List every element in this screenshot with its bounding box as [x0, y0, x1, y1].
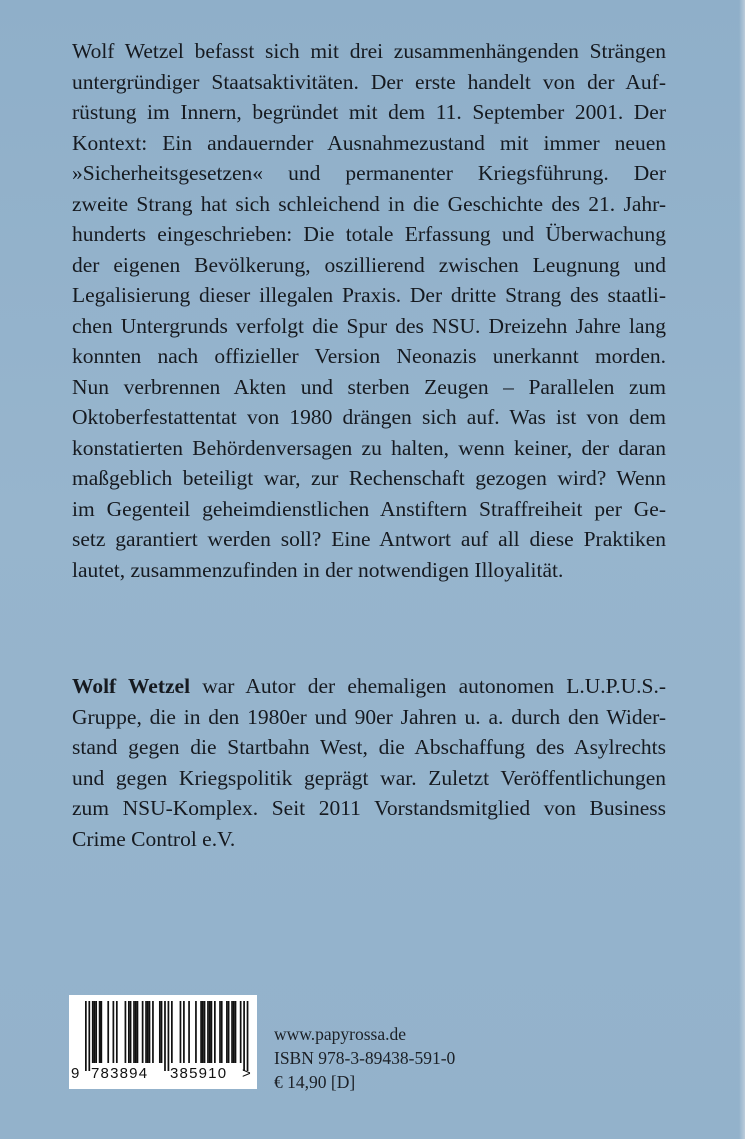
barcode-bar — [219, 1001, 221, 1063]
barcode-digits — [71, 1063, 255, 1087]
blurb-line: rüstung im Innern, begründet mit dem 11. September 2001. Der — [72, 100, 666, 124]
barcode-bar — [133, 1001, 135, 1063]
barcode-bar — [214, 1001, 216, 1063]
blurb-line: setz garantiert werden soll? Eine Antwort auf all diese Praktiken — [72, 527, 666, 551]
barcode-bar — [135, 1001, 137, 1063]
barcode-bar — [247, 1001, 249, 1071]
price: € 14,90 [D] — [274, 1072, 356, 1092]
publisher-website: www.papyrossa.de — [274, 1024, 407, 1044]
barcode — [69, 995, 257, 1089]
blurb-line: der eigenen Bevölkerung, oszillierend zwischen Leugnung und — [72, 252, 666, 277]
blurb-line: zweite Strang hat sich schleichend in die Geschichte des 21. Jahr- — [72, 191, 666, 216]
blurb-line: Legalisierung dieser illegalen Praxis. Der dritte Strang des staatli- — [72, 283, 666, 307]
blurb-line: »Sicherheitsgesetzen« und permanenter Kriegsführung. Der — [72, 161, 666, 185]
barcode-bar — [226, 1001, 228, 1063]
barcode-bar — [221, 1001, 223, 1063]
blurb-text — [72, 36, 666, 585]
barcode-bar — [94, 1001, 96, 1063]
barcode-bar — [137, 1001, 139, 1063]
blurb-line: konnten nach offizieller Version Neonazis unerkannt morden. — [72, 344, 666, 368]
barcode-bar — [235, 1001, 237, 1063]
barcode-bar — [113, 1001, 115, 1063]
barcode-bar — [152, 1001, 154, 1063]
barcode-bar — [183, 1001, 185, 1063]
bio-first-line — [72, 671, 666, 702]
blurb-line: chen Untergrunds verfolgt die Spur des NSU. Dreizehn Jahre lang — [72, 313, 666, 338]
barcode-bar — [243, 1001, 245, 1071]
barcode-bar — [125, 1001, 127, 1063]
blurb-line: hunderts eingeschrieben: Die totale Erfassung und Überwachung — [72, 222, 666, 246]
barcode-bar — [116, 1001, 118, 1063]
author-name: Wolf Wetzel — [72, 674, 191, 698]
blurb-line: konstatierten Behördenversagen zu halten, wenn keiner, der daran — [72, 435, 666, 460]
barcode-bar — [228, 1001, 230, 1063]
bio-line: stand gegen die Startbahn West, die Abschaffung des Asylrechts — [72, 735, 666, 759]
barcode-bar — [159, 1001, 161, 1063]
barcode-bar — [92, 1001, 94, 1063]
barcode-bar — [211, 1001, 213, 1063]
barcode-bar — [149, 1001, 151, 1063]
barcode-bar — [85, 1001, 87, 1071]
barcode-bar — [161, 1001, 163, 1063]
barcode-bar — [100, 1001, 102, 1063]
barcode-digits-group2: 385910 — [170, 1065, 228, 1082]
blurb-line: lautet, zusammenzufinden in der notwendigen Illoyalität. — [72, 557, 564, 582]
barcode-bar — [88, 1001, 90, 1071]
blurb-line: Nun verbrennen Akten und sterben Zeugen – Parallelen zum — [72, 374, 666, 399]
barcode-bar — [202, 1001, 204, 1063]
barcode-bar — [180, 1001, 182, 1063]
barcode-bar — [168, 1001, 170, 1071]
barcode-bar — [207, 1001, 209, 1063]
bio-line: zum NSU-Komplex. Seit 2011 Vorstandsmitglied von Business — [72, 796, 666, 820]
barcode-bar — [164, 1001, 166, 1071]
bio-line: und gegen Kriegspolitik geprägt war. Zuletzt Veröffentlichungen — [72, 765, 666, 790]
barcode-bar — [195, 1001, 197, 1063]
barcode-bar — [231, 1001, 233, 1063]
barcode-bar — [107, 1001, 109, 1063]
barcode-bar — [99, 1001, 101, 1063]
blurb-line: maßgeblich beteiligt war, zur Rechenschaft gezogen wird? Wenn — [72, 466, 666, 490]
barcode-bar — [209, 1001, 211, 1063]
author-bio — [72, 671, 666, 854]
barcode-bar — [145, 1001, 147, 1063]
barcode-digit-first: 9 — [71, 1065, 81, 1082]
barcode-bar — [130, 1001, 132, 1063]
isbn: ISBN 978-3-89438-591-0 — [274, 1048, 456, 1068]
blurb-line: Wolf Wetzel befasst sich mit drei zusammenhängenden Strängen — [72, 39, 666, 63]
bio-line: Gruppe, die in den 1980er und 90er Jahren u. a. durch den Wider- — [72, 704, 666, 729]
barcode-arrow: > — [242, 1065, 252, 1082]
bio-line: Crime Control e.V. — [72, 826, 236, 851]
barcode-bar — [200, 1001, 202, 1063]
blurb-line: Kontext: Ein andauernder Ausnahmezustand mit immer neuen — [72, 130, 666, 155]
barcode-bar — [142, 1001, 144, 1063]
barcode-bar — [128, 1001, 130, 1063]
blurb-line: im Gegenteil geheimdienstlichen Anstiftern Straffreiheit per Ge- — [72, 496, 666, 521]
barcode-bar — [188, 1001, 190, 1063]
barcode-bar — [204, 1001, 206, 1063]
bio-first-line-rest: war Autor der ehemaligen autonomen L.U.P.U.S.- — [190, 674, 667, 698]
barcode-bar — [95, 1001, 97, 1063]
cover-edge — [739, 0, 745, 1139]
blurb-line: Oktoberfestattentat von 1980 drängen sich auf. Was ist von dem — [72, 405, 666, 429]
blurb-line: untergründiger Staatsaktivitäten. Der erste handelt von der Auf- — [72, 69, 666, 94]
barcode-digits-group1: 783894 — [91, 1065, 149, 1082]
barcode-bar — [240, 1001, 242, 1063]
barcode-bar — [233, 1001, 235, 1063]
publisher-info — [274, 1022, 455, 1094]
barcode-bar — [147, 1001, 149, 1063]
barcode-bar — [171, 1001, 173, 1063]
